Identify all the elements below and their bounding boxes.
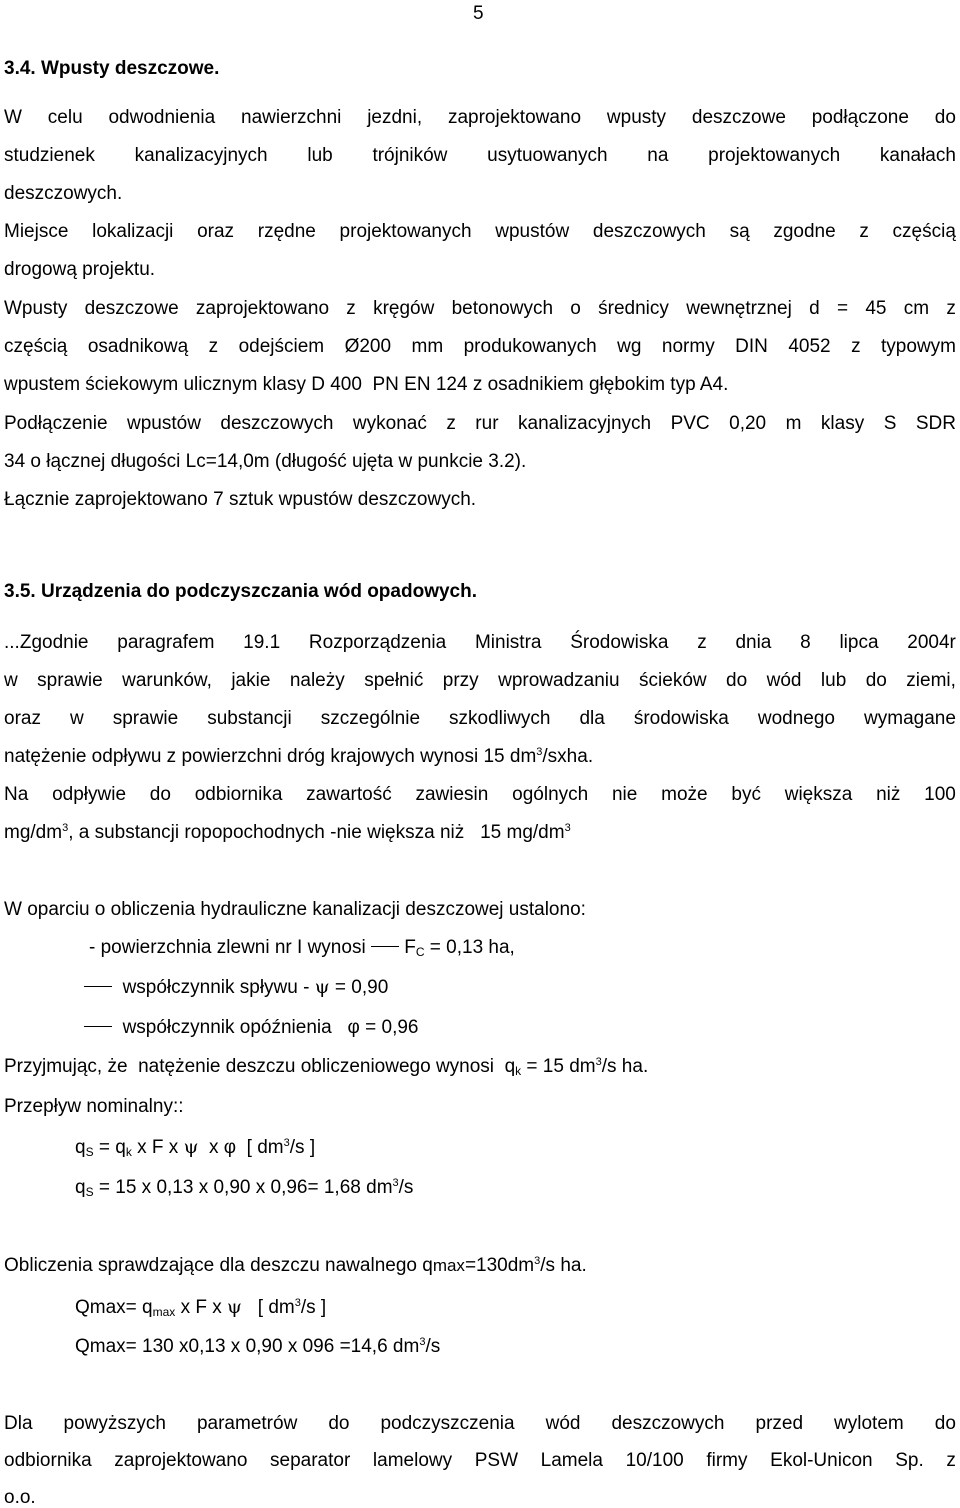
word: należy — [289, 670, 345, 691]
word: odpływie — [52, 784, 127, 805]
word: normy — [661, 336, 715, 357]
word: dla — [579, 708, 605, 729]
word: powyższych — [63, 1413, 166, 1434]
word: ziemi, — [906, 670, 956, 691]
word: deszczowych — [592, 221, 706, 242]
word: Miejsce — [4, 221, 69, 242]
word: zawartość — [306, 784, 392, 805]
word: Lamela — [540, 1450, 603, 1471]
word: klasy — [820, 413, 865, 434]
word: są — [729, 221, 750, 242]
s35-p2-line2: $mg/dm^3$, a substancji ropopochodnych -nie większa niż 15 $mg/dm^3$ — [4, 822, 571, 843]
section-3-4-heading: 3.4. Wpusty deszczowe. — [4, 58, 220, 79]
word: Sp. — [895, 1450, 924, 1471]
word: dnia — [735, 632, 772, 653]
word: wpustów — [127, 413, 201, 434]
list-item-delay: współczynnik opóźnienia φ = 0,96 — [84, 1018, 419, 1037]
word: deszczowych — [611, 1413, 725, 1434]
word: kanalizacyjnych — [134, 145, 268, 166]
word: deszczowe — [691, 107, 786, 128]
word: 4052 — [788, 336, 831, 357]
word: 0,20 — [729, 413, 767, 434]
s34-p3-line2 — [4, 337, 956, 356]
s34-p4-line2: 34 o łącznej długości Lc=14,0m (długość ujęta w punkcie 3.2). — [4, 451, 527, 472]
word: S — [883, 413, 897, 434]
dash-mark — [84, 986, 112, 987]
word: wpusty — [606, 107, 667, 128]
word: niż — [876, 784, 901, 805]
word: wprowadzaniu — [498, 670, 620, 691]
word: oraz — [4, 708, 41, 729]
word: z — [346, 298, 356, 319]
word: oraz — [197, 221, 235, 242]
word: zgodne — [773, 221, 836, 242]
word: zaprojektowano — [114, 1450, 248, 1471]
word: firmy — [706, 1450, 748, 1471]
word: Dla — [4, 1413, 33, 1434]
formula-qmax-result: Qmax= 130 x0,13 x 0,90 x 096 =14,6 $dm^3/s$ — [75, 1336, 441, 1357]
word: Rozporządzenia — [308, 632, 447, 653]
word: Środowiska — [570, 632, 669, 653]
word: PVC — [670, 413, 710, 434]
formula-qs: $q_S = q_k$ x F x ψ x φ [ $dm^3/s$ ] — [75, 1136, 316, 1159]
s34-p3-line3: wpustem ściekowym ulicznym klasy D 400 PN EN 124 z osadnikiem głębokim typ A4. — [4, 374, 729, 395]
word: osadnikową — [87, 336, 189, 357]
word: studzienek — [4, 145, 95, 166]
word: nawierzchni — [241, 107, 342, 128]
word: jakie — [231, 670, 271, 691]
word: 45 — [865, 298, 887, 319]
word: wykonać — [352, 413, 427, 434]
word: kręgów — [373, 298, 435, 319]
word: lamelowy — [372, 1450, 453, 1471]
word: z — [697, 632, 707, 653]
word: sprawie — [112, 708, 179, 729]
word: projektowanych — [339, 221, 472, 242]
word: 10/100 — [625, 1450, 684, 1471]
word: rzędne — [257, 221, 316, 242]
word: produkowanych — [463, 336, 597, 357]
word: wewnętrznej — [686, 298, 792, 319]
word: przed — [755, 1413, 804, 1434]
word: wód — [545, 1413, 581, 1434]
word: PSW — [474, 1450, 519, 1471]
word: wg — [617, 336, 642, 357]
s34-p1-line2 — [4, 146, 956, 165]
word: wodnego — [757, 708, 835, 729]
s34-p4-line1 — [4, 414, 956, 433]
word: parametrów — [196, 1413, 298, 1434]
s35-p1-line4: natężenie odpływu z powierzchni dróg krajowych wynosi 15 $dm^3$/sxha. — [4, 746, 594, 767]
word: lipca — [839, 632, 879, 653]
word: W — [4, 107, 22, 128]
word: z — [446, 413, 456, 434]
word: zaprojektowano — [447, 107, 582, 128]
s35-p1-line3 — [4, 709, 956, 728]
word: rur — [475, 413, 499, 434]
list-item-runoff: współczynnik spływu - ψ = 0,90 — [84, 978, 388, 997]
word: lub — [820, 670, 847, 691]
s35-p2-line1 — [4, 785, 956, 804]
word: odwodnienia — [108, 107, 216, 128]
word: substancji — [207, 708, 292, 729]
word: w — [4, 670, 18, 691]
word: podczyszczenia — [380, 1413, 515, 1434]
word: mm — [411, 336, 444, 357]
word: typowym — [881, 336, 956, 357]
word: jezdni, — [367, 107, 423, 128]
word: odejściem — [238, 336, 325, 357]
flow-label: Przepływ nominalny:: — [4, 1096, 184, 1117]
rain-intensity: Przyjmując, że natężenie deszczu obliczeniowego wynosi $q_k = 15$ $dm^3/s$ ha. — [4, 1056, 649, 1078]
word: usytuowanych — [487, 145, 608, 166]
word: na — [647, 145, 669, 166]
word: odbiornika — [194, 784, 283, 805]
word: do — [934, 1413, 956, 1434]
word: Podłączenie — [4, 413, 108, 434]
word: z — [851, 336, 861, 357]
word: projektowanych — [708, 145, 841, 166]
word: zaprojektowano — [195, 298, 330, 319]
word: szczególnie — [320, 708, 421, 729]
word: warunków, — [122, 670, 212, 691]
word: o — [570, 298, 581, 319]
s34-p2-line1 — [4, 222, 956, 241]
word: 100 — [924, 784, 956, 805]
word: do — [934, 107, 956, 128]
word: 19.1 — [243, 632, 281, 653]
calc-intro: W oparciu o obliczenia hydrauliczne kanalizacji deszczowej ustalono: — [4, 899, 586, 920]
s35-p1-line1 — [4, 633, 956, 652]
s35-p1-line2 — [4, 671, 956, 690]
word: lokalizacji — [92, 221, 174, 242]
section-3-5-heading: 3.5. Urządzenia do podczyszczania wód opadowych. — [4, 581, 477, 602]
s34-p1-line1 — [4, 108, 956, 127]
word: cm — [903, 298, 930, 319]
word: DIN — [735, 336, 768, 357]
word: częścią — [4, 336, 68, 357]
word: lub — [307, 145, 333, 166]
word: odbiornika — [4, 1450, 92, 1471]
word: wymagane — [864, 708, 956, 729]
word: 8 — [800, 632, 811, 653]
word: ...Zgodnie — [4, 632, 89, 653]
word: deszczowe — [84, 298, 179, 319]
word: z — [946, 1450, 956, 1471]
word: do — [865, 670, 887, 691]
word: w — [69, 708, 84, 729]
word: wód — [766, 670, 802, 691]
word: z — [208, 336, 219, 357]
word: większa — [784, 784, 853, 805]
word: Na — [4, 784, 29, 805]
word: separator — [270, 1450, 351, 1471]
word: ogólnych — [512, 784, 589, 805]
formula-qmax: $Qmax= q_{max}$ x F x ψ [ $dm^3/s$ ] — [75, 1296, 327, 1319]
dash-mark — [84, 1026, 112, 1027]
word: do — [328, 1413, 350, 1434]
word: m — [785, 413, 802, 434]
word: z — [946, 298, 956, 319]
word: podłączone — [811, 107, 909, 128]
word: wylotem — [834, 1413, 904, 1434]
check-calc: Obliczenia sprawdzające dla deszczu nawalnego $qmax=130dm^3/s$ ha. — [4, 1255, 587, 1276]
final-line2 — [4, 1451, 956, 1470]
word: paragrafem — [117, 632, 215, 653]
final-line1 — [4, 1414, 956, 1433]
word: celu — [47, 107, 83, 128]
word: częścią — [892, 221, 956, 242]
word: może — [661, 784, 708, 805]
word: ścieków — [639, 670, 707, 691]
word: być — [731, 784, 761, 805]
s34-p2-line2: drogową projektu. — [4, 259, 156, 280]
word: Ø200 — [344, 336, 392, 357]
s34-p5: Łącznie zaprojektowano 7 sztuk wpustów deszczowych. — [4, 489, 477, 510]
word: SDR — [915, 413, 956, 434]
dash-mark — [371, 946, 399, 947]
word: d — [809, 298, 820, 319]
word: trójników — [372, 145, 448, 166]
word: nie — [611, 784, 638, 805]
word: betonowych — [451, 298, 554, 319]
word: do — [149, 784, 171, 805]
word: kanalizacyjnych — [518, 413, 652, 434]
word: z — [859, 221, 869, 242]
s34-p3-line1 — [4, 299, 956, 318]
final-line3: o.o. — [4, 1487, 36, 1508]
word: deszczowych — [220, 413, 334, 434]
word: zawiesin — [415, 784, 489, 805]
list-item-area: - powierzchnia zlewni nr I wynosi $F_C = 0,13$ ha, — [89, 937, 515, 959]
word: szkodliwych — [449, 708, 551, 729]
word: Ministra — [474, 632, 542, 653]
word: spełnić — [364, 670, 424, 691]
word: wpustów — [495, 221, 570, 242]
word: Wpusty — [4, 298, 68, 319]
word: 2004r — [907, 632, 956, 653]
word: sprawie — [37, 670, 103, 691]
word: przy — [442, 670, 479, 691]
word: kanałach — [879, 145, 956, 166]
word: do — [726, 670, 748, 691]
word: środowiska — [633, 708, 729, 729]
word: Ekol-Unicon — [770, 1450, 873, 1471]
page-number: 5 — [473, 3, 484, 24]
s34-p1-line3: deszczowych. — [4, 183, 123, 204]
word: średnicy — [598, 298, 669, 319]
formula-qs-result: $q_S = 15$ x 0,13 x 0,90 x 0,96= 1,68 $dm^3/s$ — [75, 1177, 414, 1199]
word: = — [836, 298, 849, 319]
